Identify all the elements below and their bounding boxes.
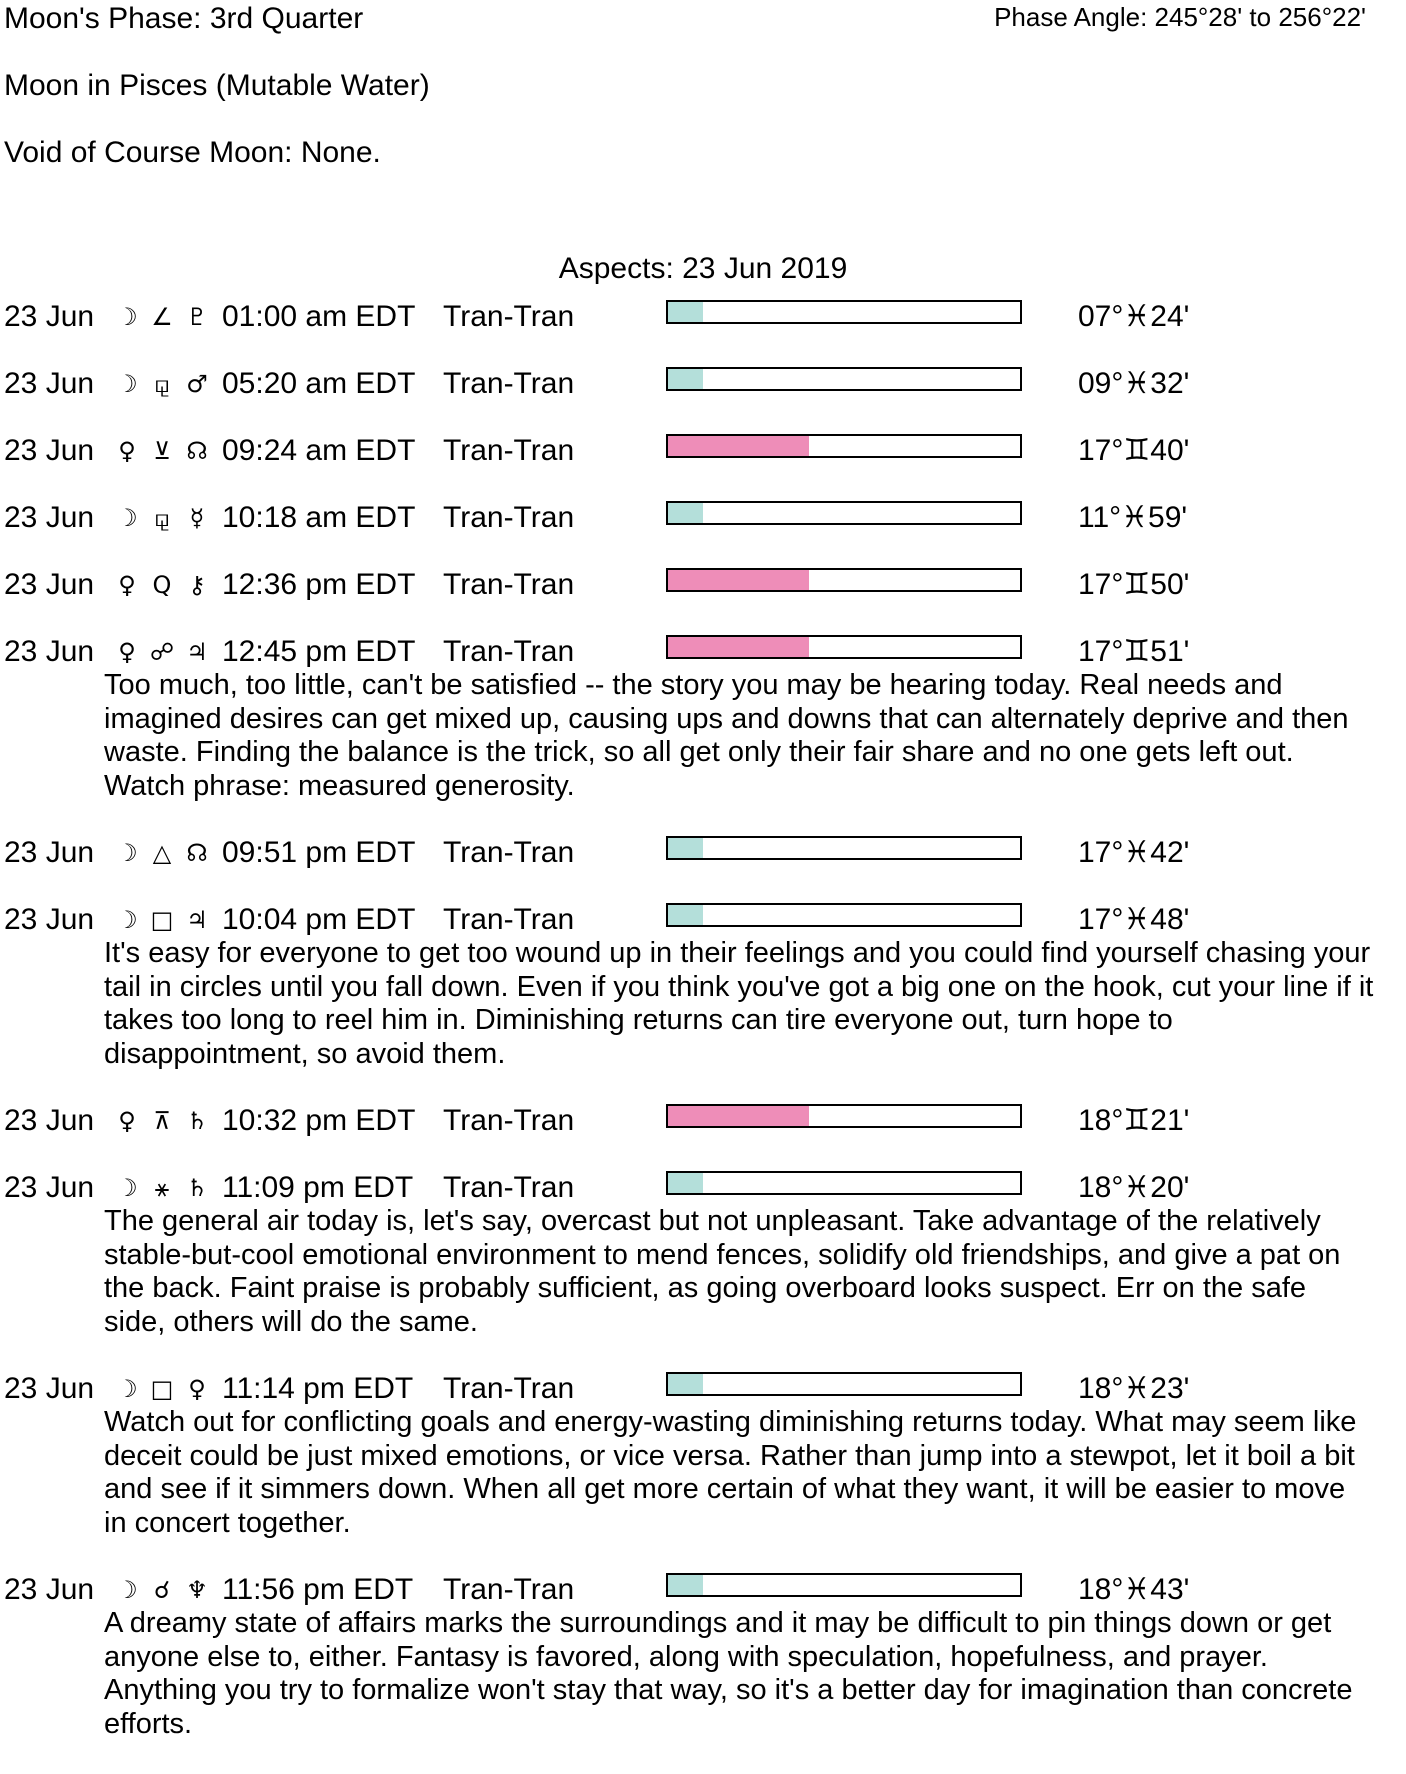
aspect-row	[0, 635, 1406, 669]
saturn-icon: ♄	[186, 1107, 208, 1135]
aspect-row	[0, 903, 1406, 937]
aspect-position: 09°♓32'	[1078, 367, 1190, 400]
aspect-description: It's easy for everyone to get too wound up in their feelings and you could find yourself chasing your tail in circles until you fall down. Even if you think you've got a big one on the hook, cut your line if it takes too long to reel him in. Diminishing returns can tire everyone out, turn hope to disappointment, so avoid them.	[104, 937, 1374, 1070]
aspect-date: 23 Jun	[4, 501, 95, 534]
chiron-icon: ⚷	[188, 571, 206, 599]
aspect-date: 23 Jun	[4, 1104, 95, 1137]
strength-bar-fill	[668, 436, 809, 456]
moon-icon: ☽	[116, 504, 138, 532]
quintile-icon: Q	[152, 571, 172, 599]
mercury-icon: ☿	[189, 504, 205, 532]
pluto-icon: ♇	[186, 303, 208, 331]
aspect-date: 23 Jun	[4, 635, 95, 668]
aspect-glyphs	[112, 300, 212, 334]
aspects-title: Aspects: 23 Jun 2019	[558, 252, 848, 285]
aspect-glyphs	[112, 903, 212, 937]
aspect-glyphs	[112, 434, 212, 468]
aspect-date: 23 Jun	[4, 434, 95, 467]
aspect-position: 17°♊51'	[1078, 635, 1190, 668]
node-icon: ☊	[186, 437, 208, 465]
aspect-row	[0, 1573, 1406, 1607]
aspect-glyphs	[112, 1573, 212, 1607]
aspect-date: 23 Jun	[4, 568, 95, 601]
aspect-description: A dreamy state of affairs marks the surroundings and it may be difficult to pin things down or get anyone else to, either. Fantasy is favored, along with speculation, hopefulness, and prayer. Anything you try to formalize won't stay that way, so it's a better day for imagination than concrete efforts.	[104, 1607, 1353, 1740]
aspect-date: 23 Jun	[4, 367, 95, 400]
aspect-row	[0, 1104, 1406, 1138]
aspect-date: 23 Jun	[4, 1171, 95, 1204]
venus-icon: ♀	[118, 437, 136, 465]
aspect-time: 10:04 pm EDT	[222, 903, 416, 936]
strength-bar	[666, 1104, 1022, 1128]
strength-bar-fill	[668, 1106, 809, 1126]
strength-bar	[666, 501, 1022, 525]
strength-bar	[666, 1573, 1022, 1597]
aspect-time: 12:45 pm EDT	[222, 635, 416, 668]
aspect-position: 07°♓24'	[1078, 300, 1190, 333]
aspect-position: 17°♊50'	[1078, 568, 1190, 601]
quincunx-icon: ⊼	[153, 1107, 171, 1135]
aspect-date: 23 Jun	[4, 1573, 95, 1606]
aspect-glyphs	[112, 635, 212, 669]
aspect-description: The general air today is, let's say, overcast but not unpleasant. Take advantage of the relatively stable-but-cool emotional environment to mend fences, solidify old friendships, and give a pat on the back. Faint praise is probably sufficient, as going overboard looks suspect. Err on the safe side, others will do the same.	[104, 1205, 1341, 1338]
strength-bar-fill	[668, 503, 703, 523]
void-of-course: Void of Course Moon: None.	[4, 136, 381, 169]
aspect-type: Tran-Tran	[443, 300, 575, 333]
aspect-row	[0, 568, 1406, 602]
strength-bar-fill	[668, 570, 809, 590]
saturn-icon: ♄	[186, 1174, 208, 1202]
aspect-row	[0, 300, 1406, 334]
aspect-date: 23 Jun	[4, 903, 95, 936]
moon-icon: ☽	[116, 1576, 138, 1604]
aspect-description: Watch out for conflicting goals and energy-wasting diminishing returns today. What may seem like deceit could be just mixed emotions, or vice versa. Rather than jump into a stewpot, let it boil a bit and see if it simmers down. When all get more certain of what they want, it will be easier to move in concert together.	[104, 1406, 1357, 1539]
moon-sign: Moon in Pisces (Mutable Water)	[4, 69, 430, 102]
strength-bar-fill	[668, 838, 703, 858]
aspect-row	[0, 434, 1406, 468]
aspect-glyphs	[112, 501, 212, 535]
aspect-position: 17°♊40'	[1078, 434, 1190, 467]
phase-angle: Phase Angle: 245°28' to 256°22'	[994, 2, 1366, 32]
sesquisquare-icon: ⚼	[153, 370, 171, 398]
aspect-position: 18°♊21'	[1078, 1104, 1190, 1137]
aspect-type: Tran-Tran	[443, 903, 575, 936]
aspect-time: 12:36 pm EDT	[222, 568, 416, 601]
aspect-row	[0, 1372, 1406, 1406]
strength-bar-fill	[668, 302, 703, 322]
opposition-icon: ☍	[149, 638, 175, 666]
strength-bar-fill	[668, 1173, 703, 1193]
aspect-type: Tran-Tran	[443, 1171, 575, 1204]
aspect-time: 10:18 am EDT	[222, 501, 416, 534]
semisextile-icon: ⊻	[153, 437, 171, 465]
aspect-row	[0, 501, 1406, 535]
strength-bar	[666, 300, 1022, 324]
jupiter-icon: ♃	[186, 906, 208, 934]
strength-bar-fill	[668, 905, 703, 925]
moon-phase: Moon's Phase: 3rd Quarter	[4, 2, 364, 35]
strength-bar-fill	[668, 1374, 703, 1394]
semisquare-icon: ∠	[151, 303, 173, 331]
aspect-description: Too much, too little, can't be satisfied -- the story you may be hearing today. Real needs and imagined desires can get mixed up, causing ups and downs that can alternately deprive and then waste. Finding the balance is the trick, so all get only their fair share and no one gets left out. Watch phrase: measured generosity.	[104, 669, 1349, 802]
aspect-glyphs	[112, 367, 212, 401]
aspect-date: 23 Jun	[4, 300, 95, 333]
aspect-list	[0, 300, 1406, 1774]
aspect-type: Tran-Tran	[443, 367, 575, 400]
strength-bar-fill	[668, 1575, 703, 1595]
moon-icon: ☽	[116, 906, 138, 934]
conjunction-icon: ☌	[153, 1576, 171, 1604]
aspect-type: Tran-Tran	[443, 568, 575, 601]
aspect-glyphs	[112, 1372, 212, 1406]
aspect-position: 18°♓20'	[1078, 1171, 1190, 1204]
aspect-time: 09:51 pm EDT	[222, 836, 416, 869]
aspect-time: 01:00 am EDT	[222, 300, 416, 333]
aspect-position: 17°♓42'	[1078, 836, 1190, 869]
trine-icon: △	[152, 839, 172, 867]
strength-bar	[666, 1372, 1022, 1396]
aspect-row	[0, 1171, 1406, 1205]
aspect-type: Tran-Tran	[443, 1372, 575, 1405]
aspect-glyphs	[112, 836, 212, 870]
aspect-row	[0, 836, 1406, 870]
strength-bar	[666, 1171, 1022, 1195]
aspect-type: Tran-Tran	[443, 501, 575, 534]
aspect-glyphs	[112, 568, 212, 602]
moon-icon: ☽	[116, 303, 138, 331]
aspect-position: 18°♓43'	[1078, 1573, 1190, 1606]
aspect-row	[0, 367, 1406, 401]
aspect-time: 05:20 am EDT	[222, 367, 416, 400]
strength-bar	[666, 903, 1022, 927]
strength-bar	[666, 434, 1022, 458]
aspect-time: 09:24 am EDT	[222, 434, 416, 467]
aspect-date: 23 Jun	[4, 836, 95, 869]
moon-icon: ☽	[116, 839, 138, 867]
aspect-type: Tran-Tran	[443, 1104, 575, 1137]
square-icon: □	[150, 906, 174, 934]
aspect-glyphs	[112, 1104, 212, 1138]
neptune-icon: ♆	[186, 1576, 208, 1604]
strength-bar	[666, 568, 1022, 592]
aspect-type: Tran-Tran	[443, 635, 575, 668]
venus-icon: ♀	[118, 1107, 136, 1135]
aspect-position: 17°♓48'	[1078, 903, 1190, 936]
square-icon: □	[150, 1375, 174, 1403]
aspect-position: 18°♓23'	[1078, 1372, 1190, 1405]
aspect-time: 10:32 pm EDT	[222, 1104, 416, 1137]
strength-bar	[666, 635, 1022, 659]
aspect-type: Tran-Tran	[443, 434, 575, 467]
aspect-time: 11:56 pm EDT	[222, 1573, 414, 1606]
jupiter-icon: ♃	[186, 638, 208, 666]
strength-bar-fill	[668, 637, 809, 657]
mars-icon: ♂	[186, 370, 208, 398]
strength-bar	[666, 836, 1022, 860]
sesquisquare-icon: ⚼	[153, 504, 171, 532]
aspect-time: 11:14 pm EDT	[222, 1372, 414, 1405]
aspect-time: 11:09 pm EDT	[222, 1171, 414, 1204]
node-icon: ☊	[186, 839, 208, 867]
moon-icon: ☽	[116, 1174, 138, 1202]
sextile-icon: ⚹	[154, 1174, 170, 1202]
venus-icon: ♀	[118, 571, 136, 599]
venus-icon: ♀	[188, 1375, 206, 1403]
venus-icon: ♀	[118, 638, 136, 666]
aspect-type: Tran-Tran	[443, 1573, 575, 1606]
aspect-glyphs	[112, 1171, 212, 1205]
aspect-date: 23 Jun	[4, 1372, 95, 1405]
aspect-type: Tran-Tran	[443, 836, 575, 869]
strength-bar	[666, 367, 1022, 391]
aspect-position: 11°♓59'	[1078, 501, 1188, 534]
moon-icon: ☽	[116, 1375, 138, 1403]
strength-bar-fill	[668, 369, 703, 389]
moon-icon: ☽	[116, 370, 138, 398]
